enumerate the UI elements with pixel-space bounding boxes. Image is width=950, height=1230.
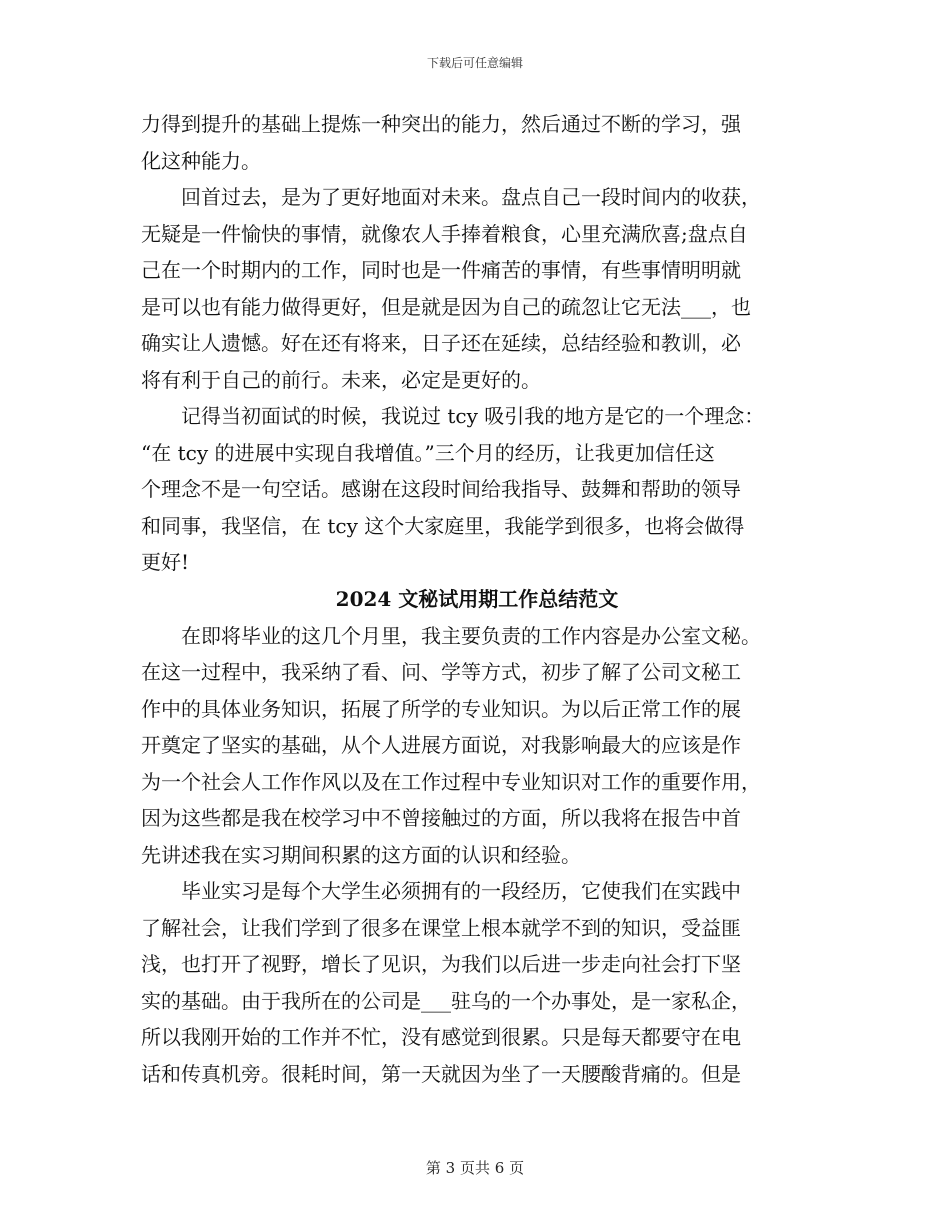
paragraph-5 — [141, 873, 813, 1092]
text-line: 确实让人遗憾。好在还有将来，日子还在延续，总结经验和教训，必 — [141, 331, 741, 355]
section-title: 2024 文秘试用期工作总结范文 — [335, 586, 619, 611]
document-body — [141, 106, 813, 1092]
text-line: 毕业实习是每个大学生必须拥有的一段经历，它使我们在实践中 — [141, 879, 741, 903]
text-line: 将有利于自己的前行。未来，必定是更好的。 — [141, 367, 541, 392]
text-line: 先讲述我在实习期间积累的这方面的认识和经验。 — [141, 842, 581, 867]
text-line: 作中的具体业务知识，拓展了所学的专业知识。为以后正常工作的展 — [141, 696, 741, 721]
text-line: 己在一个时期内的工作，同时也是一件痛苦的事情，有些事情明明就 — [141, 258, 741, 282]
text-line: 了解社会，让我们学到了很多在课堂上根本就学不到的知识，受益匪 — [141, 915, 741, 940]
text-line: 力得到提升的基础上提炼一种突出的能力，然后通过不断的学习，强 — [141, 112, 741, 136]
paragraph-3 — [141, 398, 813, 581]
text-line: “在 tcy 的进展中实现自我增值。”三个月的经历，让我更加信任这 — [141, 440, 715, 465]
text-line: 在即将毕业的这几个月里，我主要负责的工作内容是办公室文秘。 — [141, 623, 761, 648]
text-line: 回首过去，是为了更好地面对未来。盘点自己一段时间内的收获， — [141, 185, 761, 209]
paragraph-4 — [141, 618, 813, 874]
text-line: 因为这些都是我在校学习中不曾接触过的方面，所以我将在报告中首 — [141, 806, 741, 830]
text-line: 更好! — [141, 550, 190, 574]
text-line: 在这一过程中，我采纳了看、问、学等方式，初步了解了公司文秘工 — [141, 660, 741, 684]
text-line: 是可以也有能力做得更好，但是就是因为自己的疏忽让它无法___，也 — [141, 294, 751, 319]
text-line: 化这种能力。 — [141, 148, 261, 173]
page-header: 下载后可任意编辑 — [426, 56, 523, 70]
text-line: 个理念不是一句空话。感谢在这段时间给我指导、鼓舞和帮助的领导 — [141, 477, 741, 501]
text-line: 浅，也打开了视野，增长了见识，为我们以后进一步走向社会打下坚 — [141, 952, 741, 976]
text-line: 话和传真机旁。很耗时间，第一天就因为坐了一天腰酸背痛的。但是 — [141, 1061, 741, 1086]
text-line: 和同事，我坚信，在 tcy 这个大家庭里，我能学到很多，也将会做得 — [141, 513, 745, 538]
paragraph-2 — [141, 179, 813, 398]
text-line: 所以我刚开始的工作并不忙，没有感觉到很累。只是每天都要守在电 — [141, 1025, 741, 1049]
text-line: 为一个社会人工作作风以及在工作过程中专业知识对工作的重要作用， — [141, 769, 761, 794]
paragraph-1 — [141, 106, 813, 179]
text-line: 实的基础。由于我所在的公司是___驻乌的一个办事处，是一家私企， — [141, 988, 751, 1013]
page-footer: 第 3 页共 6 页 — [425, 1159, 525, 1177]
text-line: 开奠定了坚实的基础，从个人进展方面说，对我影响最大的应该是作 — [141, 733, 741, 757]
text-line: 无疑是一件愉快的事情，就像农人手捧着粮食，心里充满欣喜;盘点自 — [141, 221, 748, 246]
text-line: 记得当初面试的时候，我说过 tcy 吸引我的地方是它的一个理念： — [141, 404, 765, 428]
